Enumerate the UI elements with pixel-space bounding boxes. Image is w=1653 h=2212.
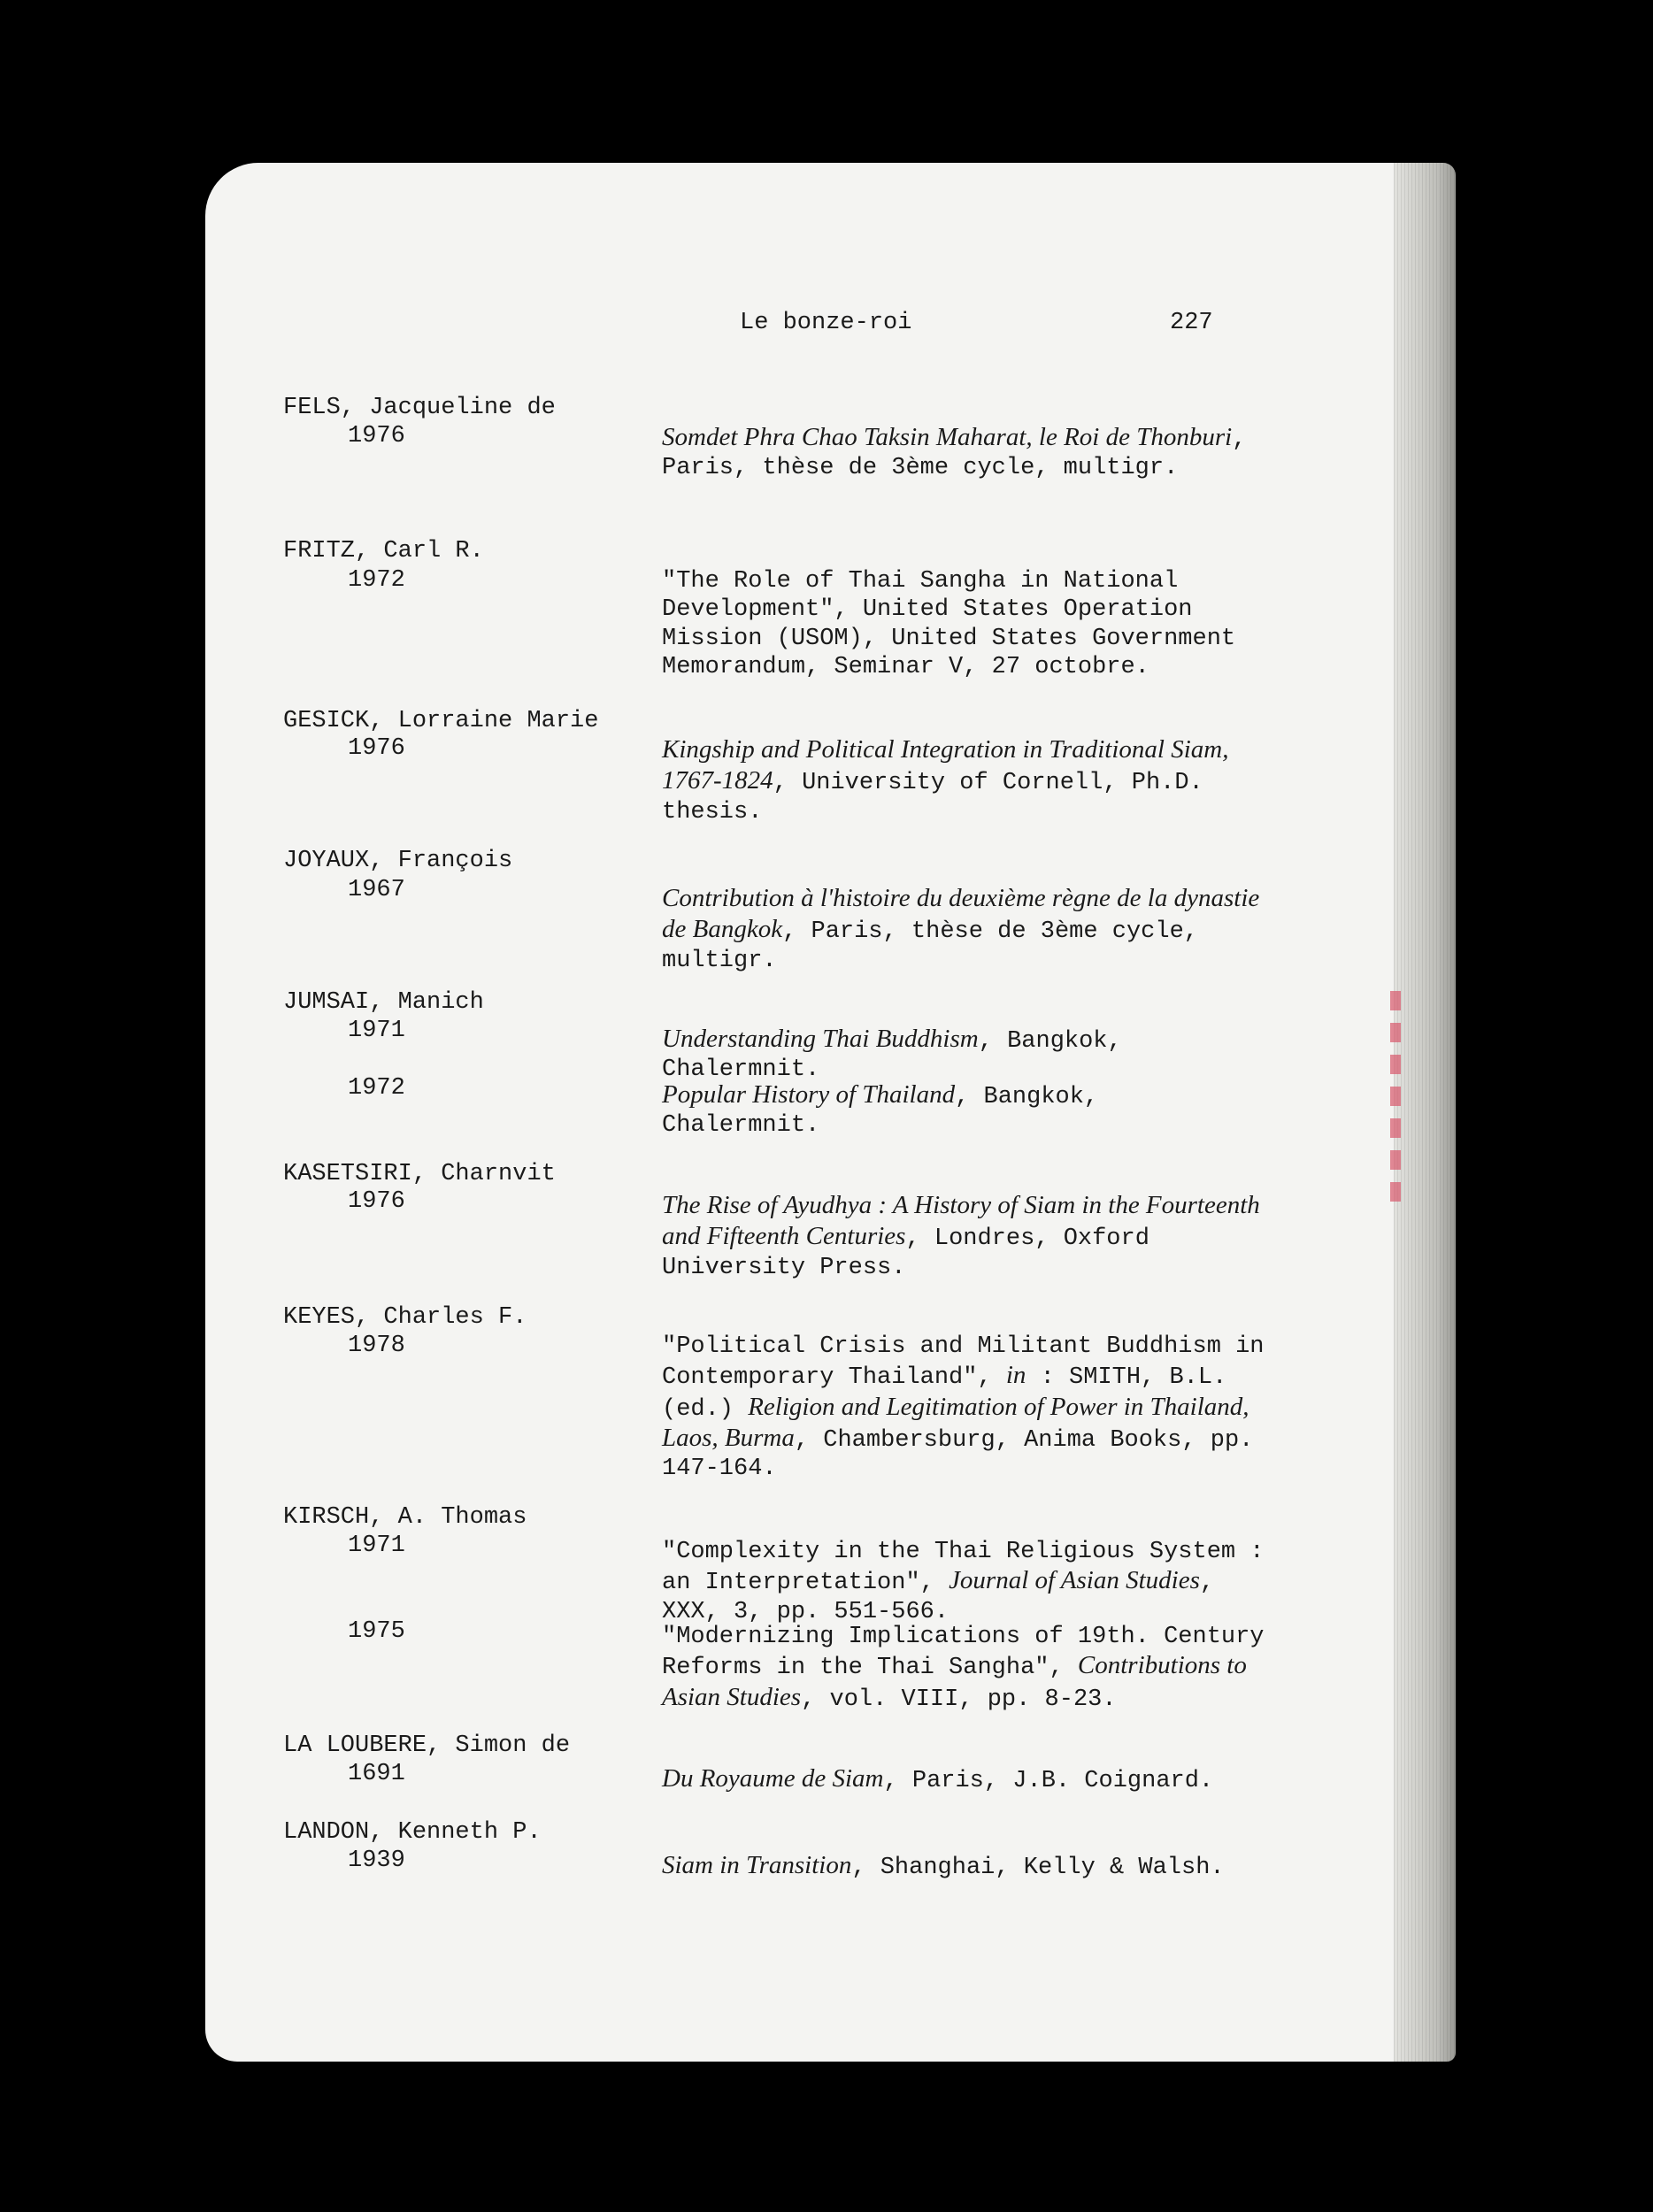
- work-reference: Contribution à l'histoire du deuxième règne de la dynastie de Bangkok, Paris, thèse de 3ème cycle, multigr.: [662, 884, 1260, 974]
- work-title: Popular History of Thailand: [662, 1080, 956, 1109]
- work-year: 1972: [348, 567, 405, 594]
- edge-marker: [1390, 991, 1401, 1203]
- work-reference: "Complexity in the Thai Religious System : an Interpretation", Journal of Asian Studies, XXX, 3, pp. 551-566.: [662, 1539, 1265, 1625]
- page-number: 227: [1170, 310, 1213, 336]
- work-year: 1967: [348, 877, 405, 903]
- work-reference: "Political Crisis and Militant Buddhism in Contemporary Thailand", in : SMITH, B.L. (ed.) Religion and Legitimation of Power in Thailand, Laos, Burma, Chambersburg, Anima Books, pp. 147-164.: [662, 1333, 1265, 1483]
- work-reference: Popular History of Thailand, Bangkok, Chalermnit.: [662, 1080, 1099, 1140]
- work-reference: Siam in Transition, Shanghai, Kelly & Walsh.: [662, 1851, 1225, 1881]
- work-year: 1975: [348, 1618, 405, 1645]
- author-name: FELS, Jacqueline de: [283, 395, 556, 421]
- author-name: JUMSAI, Manich: [283, 989, 484, 1016]
- work-title: The Rise of Ayudhya : A History of Siam in the Fourteenth and Fifteenth Centuries: [662, 1191, 1260, 1251]
- page-stack-edge: [1394, 163, 1456, 2062]
- work-reference: "Modernizing Implications of 19th. Century Reforms in the Thai Sangha", Contributions to Asian Studies, vol. VIII, pp. 8-23.: [662, 1624, 1265, 1713]
- work-title: Religion and Legitimation of Power in Thailand, Laos, Burma: [662, 1392, 1249, 1452]
- author-name: LANDON, Kenneth P.: [283, 1819, 542, 1846]
- work-title: Understanding Thai Buddhism: [662, 1025, 979, 1053]
- author-name: KEYES, Charles F.: [283, 1304, 527, 1331]
- work-year: 1971: [348, 1532, 405, 1559]
- work-year: 1939: [348, 1847, 405, 1874]
- work-year: 1976: [348, 1188, 405, 1215]
- author-name: KIRSCH, A. Thomas: [283, 1504, 527, 1531]
- author-name: KASETSIRI, Charnvit: [283, 1161, 556, 1187]
- work-year: 1971: [348, 1018, 405, 1044]
- work-title: Siam in Transition: [662, 1851, 852, 1879]
- work-title: Journal of Asian Studies: [949, 1566, 1200, 1595]
- work-year: 1691: [348, 1761, 405, 1787]
- author-name: LA LOUBERE, Simon de: [283, 1732, 571, 1759]
- work-reference: Understanding Thai Buddhism, Bangkok, Chalermnit.: [662, 1025, 1122, 1084]
- work-reference: "The Role of Thai Sangha in National Development", United States Operation Mission (USOM), United States Government Memorandum, Seminar V, 27 octobre.: [662, 568, 1236, 680]
- work-year: 1976: [348, 735, 405, 762]
- work-title: Du Royaume de Siam: [662, 1764, 884, 1793]
- author-name: JOYAUX, François: [283, 848, 513, 874]
- work-title: Contribution à l'histoire du deuxième règne de la dynastie de Bangkok: [662, 884, 1260, 944]
- work-reference: Du Royaume de Siam, Paris, J.B. Coignard.: [662, 1764, 1214, 1794]
- work-title: Contributions to Asian Studies: [662, 1651, 1247, 1711]
- work-year: 1972: [348, 1075, 405, 1102]
- work-reference: The Rise of Ayudhya : A History of Siam in the Fourteenth and Fifteenth Centuries, Londres, Oxford University Press.: [662, 1191, 1260, 1281]
- work-reference: Somdet Phra Chao Taksin Maharat, le Roi de Thonburi, Paris, thèse de 3ème cycle, multigr.: [662, 423, 1247, 482]
- work-year: 1978: [348, 1333, 405, 1359]
- author-name: GESICK, Lorraine Marie: [283, 708, 599, 734]
- running-title: Le bonze-roi: [740, 310, 912, 336]
- work-year: 1976: [348, 423, 405, 449]
- author-name: FRITZ, Carl R.: [283, 538, 484, 565]
- work-title: Kingship and Political Integration in Traditional Siam, 1767-1824: [662, 735, 1229, 795]
- work-title: Somdet Phra Chao Taksin Maharat, le Roi de Thonburi: [662, 423, 1233, 451]
- work-reference: Kingship and Political Integration in Traditional Siam, 1767-1824, University of Cornell, Ph.D. thesis.: [662, 735, 1229, 826]
